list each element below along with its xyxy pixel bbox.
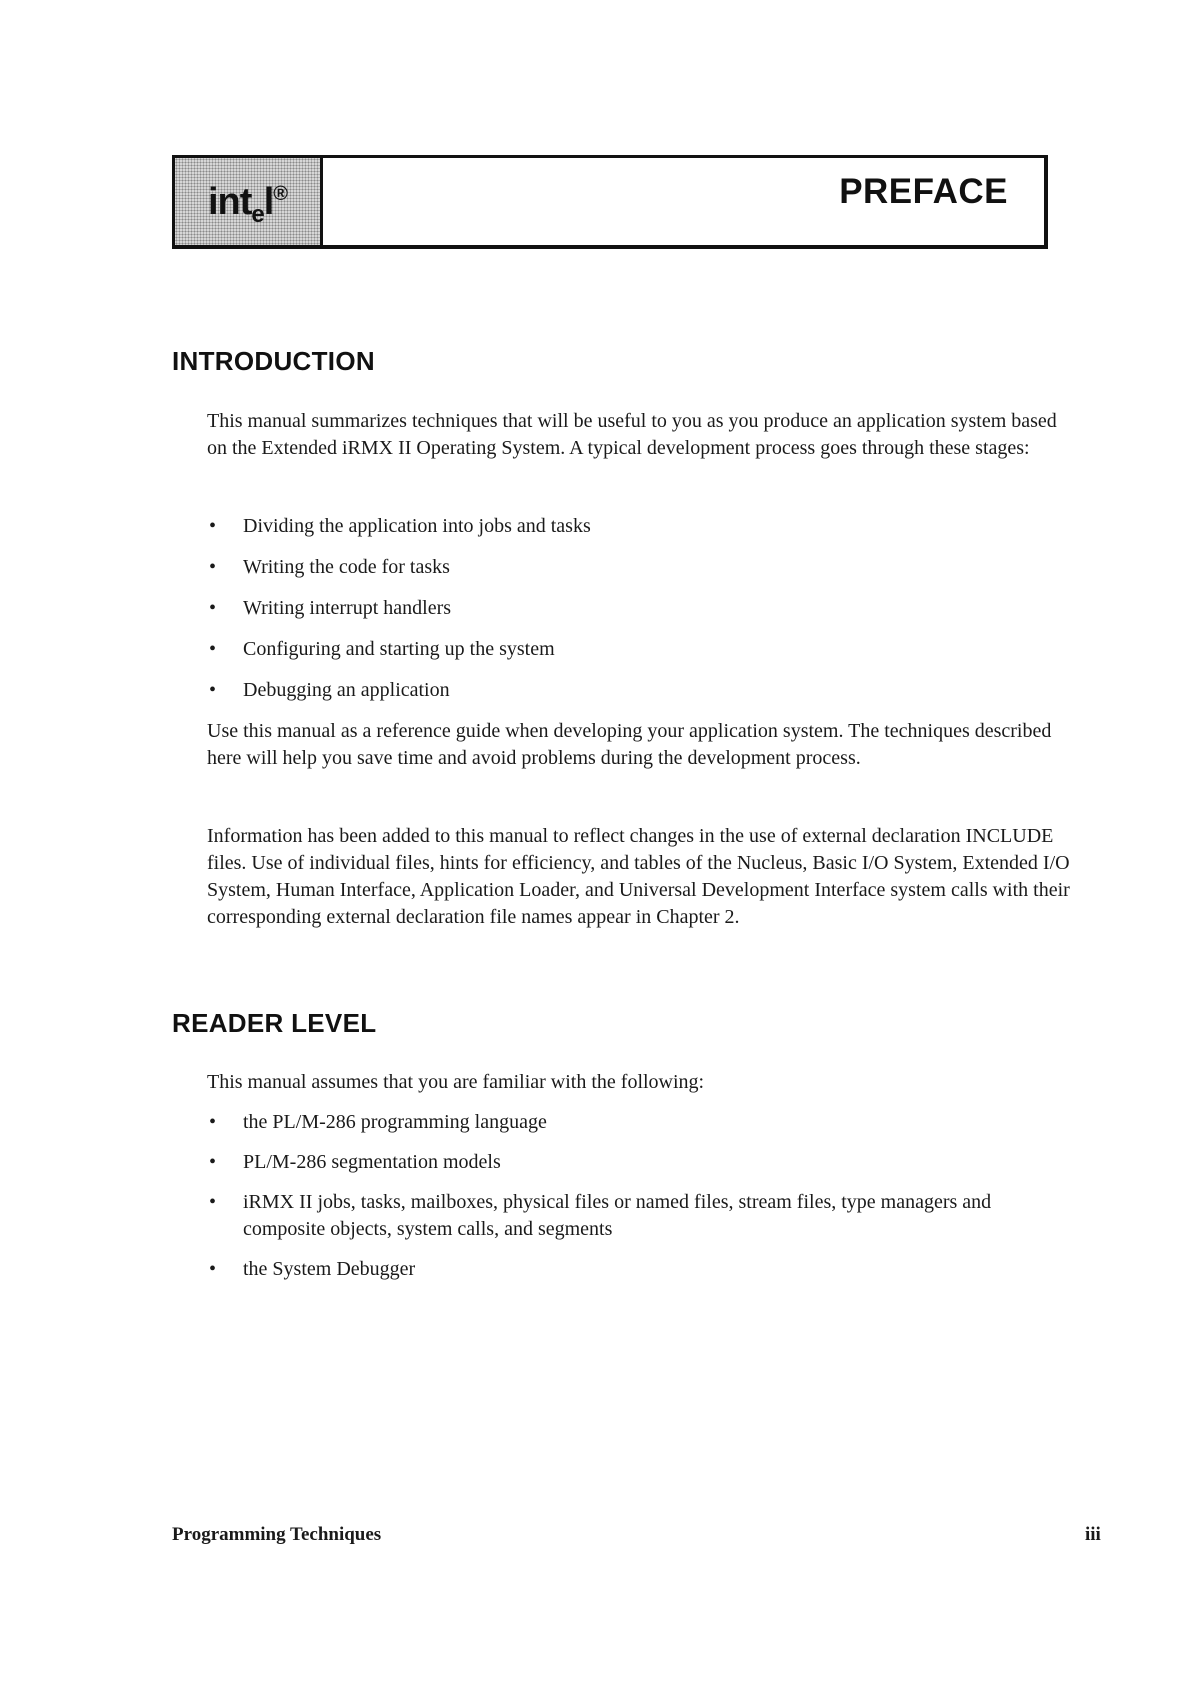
reader-intro-paragraph: This manual assumes that you are familiar with the following: (207, 1071, 705, 1093)
reference-paragraph: Use this manual as a reference guide when developing your application system. The techniques described here will help you save time and avoid problems during the development process. (207, 720, 1052, 769)
chapter-title: PREFACE (839, 172, 1008, 211)
list-item: • Writing the code for tasks (207, 554, 1077, 581)
list-item: • the System Debugger (207, 1256, 1077, 1283)
changes-paragraph: Information has been added to this manual to reflect changes in the use of external declaration INCLUDE files. Use of individual files, hints for efficiency, and tables of the Nucleus, Basic I/O System, Extended I/O System, Human Interface, Application Loader, and Universal Development Interface system calls with their corresponding external declaration file names appear in Chapter 2. (207, 825, 1070, 928)
footer-manual-title: Programming Techniques (172, 1524, 382, 1545)
list-item: • Writing interrupt handlers (207, 595, 1077, 622)
section-heading-introduction: INTRODUCTION (172, 346, 375, 376)
list-item: • Configuring and starting up the system (207, 636, 1077, 663)
chapter-header (172, 155, 1048, 249)
list-item: • PL/M-286 segmentation models (207, 1149, 1077, 1176)
section-heading-reader-level: READER LEVEL (172, 1008, 377, 1038)
list-item: • Dividing the application into jobs and tasks (207, 513, 1077, 540)
intel-logo: int$_e$l® (207, 180, 288, 228)
list-item: • Debugging an application (207, 677, 1077, 704)
list-item: • the PL/M-286 programming language (207, 1109, 1077, 1136)
logo-panel (175, 158, 323, 245)
stages-list (207, 513, 1077, 704)
footer-page-number: iii (1085, 1524, 1101, 1545)
intro-paragraph: This manual summarizes techniques that will be useful to you as you produce an application system based on the Extended iRMX II Operating System. A typical development process goes through these stages: (207, 410, 1057, 459)
prerequisites-list (207, 1109, 1077, 1283)
list-item: • iRMX II jobs, tasks, mailboxes, physical files or named files, stream files, type managers and composite objects, system calls, and segments (207, 1189, 1003, 1243)
